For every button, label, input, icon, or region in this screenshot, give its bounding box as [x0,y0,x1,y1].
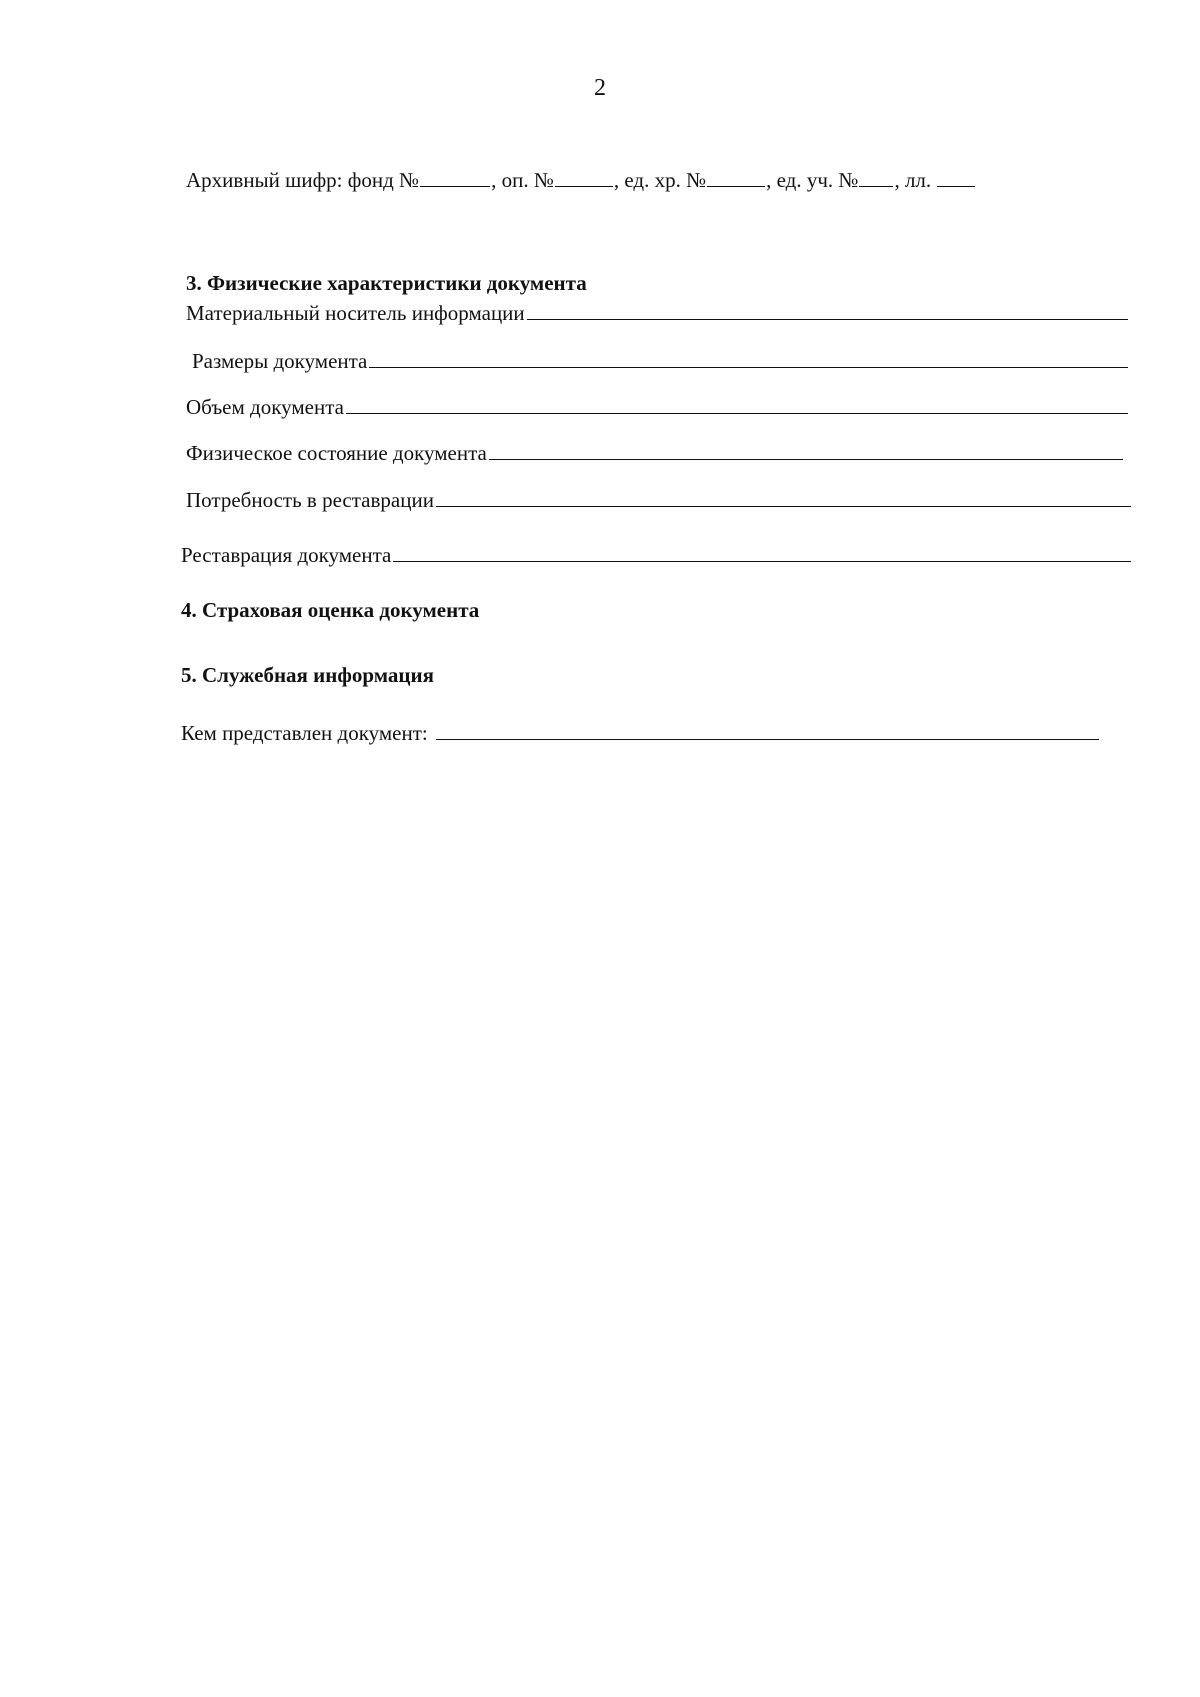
document-volume-input[interactable] [346,394,1128,414]
field-label: Реставрация документа [181,543,392,567]
field-material-carrier [186,300,1128,326]
field-submitted-by [181,720,1099,746]
section-5-heading: 5. Служебная информация [181,663,434,687]
op-number-field[interactable] [555,168,613,187]
field-label: Физическое состояние документа [186,441,487,465]
physical-condition-input[interactable] [489,440,1123,460]
field-document-size [192,348,1128,374]
material-carrier-input[interactable] [527,300,1128,320]
document-size-input[interactable] [369,348,1128,368]
ll-number-field[interactable] [937,168,975,187]
field-label: Материальный носитель информации [186,301,525,325]
archive-ed-uch-label: , ед. уч. № [766,168,859,192]
submitted-by-input[interactable] [436,720,1099,740]
restoration-need-input[interactable] [436,487,1131,507]
ed-uch-number-field[interactable] [859,168,893,187]
field-physical-condition [186,440,1123,466]
field-restoration [181,542,1131,568]
fond-number-field[interactable] [420,168,490,187]
archive-fond-label: Архивный шифр: фонд № [186,168,420,192]
field-document-volume [186,394,1128,420]
archive-op-label: , оп. № [491,168,554,192]
section-3-heading: 3. Физические характеристики документа [186,271,587,295]
field-label: Кем представлен документ: [181,721,428,745]
restoration-input[interactable] [393,542,1131,562]
page-number: 2 [594,75,606,101]
archive-code-line [186,167,976,193]
field-label: Потребность в реставрации [186,488,434,512]
archive-ed-hr-label: , ед. хр. № [613,168,707,192]
field-restoration-need [186,487,1131,513]
archive-ll-label: , лл. [894,168,932,192]
field-label: Размеры документа [192,349,368,373]
field-label: Объем документа [186,395,344,419]
section-4-heading: 4. Страховая оценка документа [181,598,480,622]
ed-hr-number-field[interactable] [707,168,765,187]
